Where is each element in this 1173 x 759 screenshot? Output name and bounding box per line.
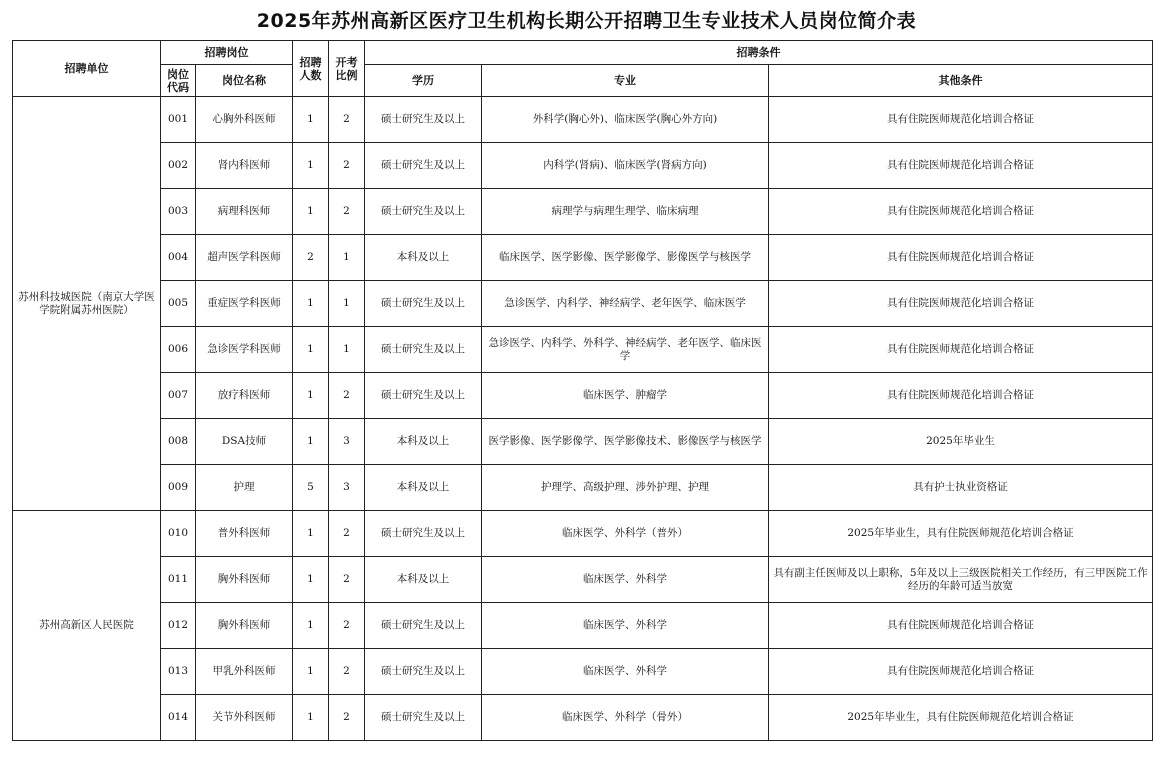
major-cell: 临床医学、外科学（普外） [482,511,769,557]
hire-count-cell: 1 [293,97,329,143]
header-count: 招聘人数 [293,41,329,97]
education-cell: 硕士研究生及以上 [365,327,482,373]
other-conditions-cell: 2025年毕业生，具有住院医师规范化培训合格证 [769,511,1153,557]
major-cell: 内科学(肾病)、临床医学(肾病方向) [482,143,769,189]
hire-count-cell: 1 [293,557,329,603]
position-code-cell: 008 [161,419,196,465]
position-code-cell: 004 [161,235,196,281]
major-cell: 临床医学、肿瘤学 [482,373,769,419]
education-cell: 硕士研究生及以上 [365,189,482,235]
major-cell: 医学影像、医学影像学、医学影像技术、影像医学与核医学 [482,419,769,465]
table-row [13,695,1153,741]
education-cell: 本科及以上 [365,419,482,465]
table-row [13,97,1153,143]
table-row [13,327,1153,373]
major-cell: 护理学、高级护理、涉外护理、护理 [482,465,769,511]
major-cell: 临床医学、外科学 [482,649,769,695]
other-conditions-cell: 2025年毕业生 [769,419,1153,465]
education-cell: 硕士研究生及以上 [365,695,482,741]
position-name-cell: DSA技师 [196,419,293,465]
table-row [13,465,1153,511]
page-title: 2025年苏州高新区医疗卫生机构长期公开招聘卫生专业技术人员岗位简介表 [256,10,917,32]
header-other: 其他条件 [769,65,1153,97]
hire-count-cell: 1 [293,511,329,557]
position-code-cell: 007 [161,373,196,419]
major-cell: 急诊医学、内科学、外科学、神经病学、老年医学、临床医学 [482,327,769,373]
exam-ratio-cell: 2 [329,511,365,557]
education-cell: 本科及以上 [365,557,482,603]
position-name-cell: 关节外科医师 [196,695,293,741]
table-body [13,97,1153,741]
table-row [13,281,1153,327]
recruiting-unit: 苏州科技城医院（南京大学医学院附属苏州医院） [13,97,161,511]
education-cell: 本科及以上 [365,465,482,511]
exam-ratio-cell: 1 [329,327,365,373]
table-row [13,419,1153,465]
major-cell: 临床医学、医学影像、医学影像学、影像医学与核医学 [482,235,769,281]
position-code-cell: 006 [161,327,196,373]
other-conditions-cell: 具有住院医师规范化培训合格证 [769,143,1153,189]
header-code: 岗位代码 [161,65,196,97]
recruiting-unit: 苏州高新区人民医院 [13,511,161,741]
header-conditions: 招聘条件 [365,41,1153,65]
exam-ratio-cell: 1 [329,281,365,327]
header-ratio: 开考比例 [329,41,365,97]
position-code-cell: 014 [161,695,196,741]
position-name-cell: 普外科医师 [196,511,293,557]
other-conditions-cell: 具有住院医师规范化培训合格证 [769,603,1153,649]
other-conditions-cell: 具有住院医师规范化培训合格证 [769,281,1153,327]
header-position-group: 招聘岗位 [161,41,293,65]
major-cell: 临床医学、外科学 [482,603,769,649]
major-cell: 外科学(胸心外)、临床医学(胸心外方向) [482,97,769,143]
other-conditions-cell: 具有住院医师规范化培训合格证 [769,649,1153,695]
major-cell: 病理学与病理生理学、临床病理 [482,189,769,235]
exam-ratio-cell: 2 [329,143,365,189]
hire-count-cell: 1 [293,327,329,373]
table-row [13,557,1153,603]
other-conditions-cell: 具有住院医师规范化培训合格证 [769,327,1153,373]
hire-count-cell: 1 [293,373,329,419]
exam-ratio-cell: 2 [329,373,365,419]
header-unit: 招聘单位 [13,41,161,97]
hire-count-cell: 2 [293,235,329,281]
other-conditions-cell: 具有副主任医师及以上职称，5年及以上三级医院相关工作经历，有三甲医院工作经历的年龄可适当放宽 [769,557,1153,603]
table-row [13,603,1153,649]
hire-count-cell: 1 [293,419,329,465]
major-cell: 临床医学、外科学（骨外） [482,695,769,741]
position-code-cell: 013 [161,649,196,695]
position-name-cell: 肾内科医师 [196,143,293,189]
hire-count-cell: 1 [293,143,329,189]
exam-ratio-cell: 2 [329,97,365,143]
position-name-cell: 胸外科医师 [196,603,293,649]
exam-ratio-cell: 2 [329,695,365,741]
exam-ratio-cell: 2 [329,557,365,603]
education-cell: 本科及以上 [365,235,482,281]
position-code-cell: 003 [161,189,196,235]
education-cell: 硕士研究生及以上 [365,281,482,327]
recruitment-table [12,40,1153,741]
position-code-cell: 011 [161,557,196,603]
education-cell: 硕士研究生及以上 [365,603,482,649]
position-name-cell: 急诊医学科医师 [196,327,293,373]
position-name-cell: 甲乳外科医师 [196,649,293,695]
education-cell: 硕士研究生及以上 [365,511,482,557]
table-row [13,235,1153,281]
hire-count-cell: 5 [293,465,329,511]
table-row [13,511,1153,557]
education-cell: 硕士研究生及以上 [365,97,482,143]
major-cell: 临床医学、外科学 [482,557,769,603]
exam-ratio-cell: 2 [329,649,365,695]
exam-ratio-cell: 2 [329,189,365,235]
header-name: 岗位名称 [196,65,293,97]
position-code-cell: 009 [161,465,196,511]
position-code-cell: 012 [161,603,196,649]
other-conditions-cell: 2025年毕业生，具有住院医师规范化培训合格证 [769,695,1153,741]
exam-ratio-cell: 2 [329,603,365,649]
education-cell: 硕士研究生及以上 [365,649,482,695]
education-cell: 硕士研究生及以上 [365,143,482,189]
position-name-cell: 心胸外科医师 [196,97,293,143]
position-name-cell: 重症医学科医师 [196,281,293,327]
table-row [13,649,1153,695]
other-conditions-cell: 具有住院医师规范化培训合格证 [769,189,1153,235]
exam-ratio-cell: 1 [329,235,365,281]
header-education: 学历 [365,65,482,97]
hire-count-cell: 1 [293,695,329,741]
position-name-cell: 超声医学科医师 [196,235,293,281]
position-name-cell: 放疗科医师 [196,373,293,419]
position-code-cell: 005 [161,281,196,327]
other-conditions-cell: 具有护士执业资格证 [769,465,1153,511]
hire-count-cell: 1 [293,281,329,327]
education-cell: 硕士研究生及以上 [365,373,482,419]
major-cell: 急诊医学、内科学、神经病学、老年医学、临床医学 [482,281,769,327]
exam-ratio-cell: 3 [329,465,365,511]
table-row [13,189,1153,235]
position-name-cell: 胸外科医师 [196,557,293,603]
position-code-cell: 002 [161,143,196,189]
position-name-cell: 护理 [196,465,293,511]
other-conditions-cell: 具有住院医师规范化培训合格证 [769,235,1153,281]
exam-ratio-cell: 3 [329,419,365,465]
position-code-cell: 010 [161,511,196,557]
position-name-cell: 病理科医师 [196,189,293,235]
other-conditions-cell: 具有住院医师规范化培训合格证 [769,373,1153,419]
position-code-cell: 001 [161,97,196,143]
table-row [13,373,1153,419]
table-row [13,143,1153,189]
other-conditions-cell: 具有住院医师规范化培训合格证 [769,97,1153,143]
hire-count-cell: 1 [293,603,329,649]
header-major: 专业 [482,65,769,97]
hire-count-cell: 1 [293,649,329,695]
hire-count-cell: 1 [293,189,329,235]
